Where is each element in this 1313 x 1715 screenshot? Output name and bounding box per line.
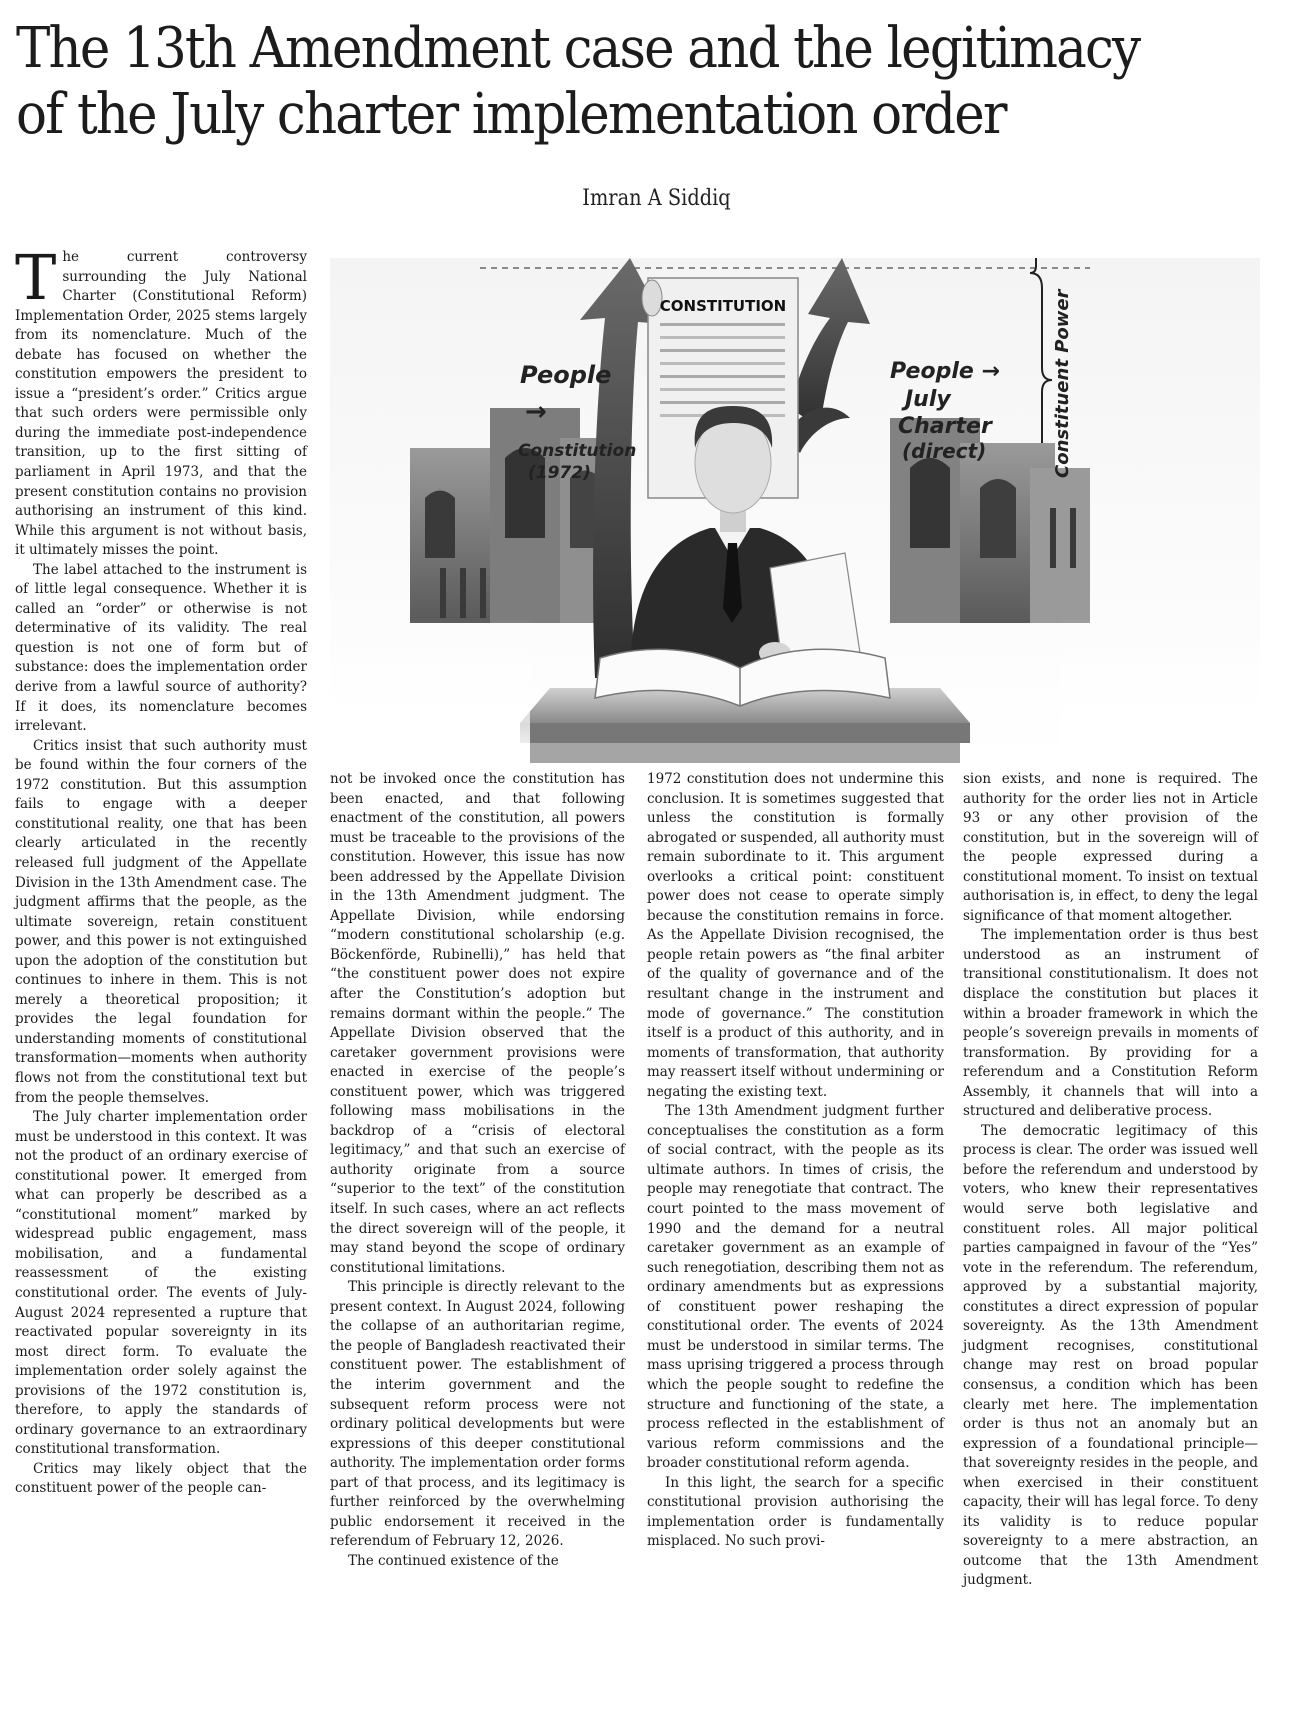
article-column-3	[647, 770, 944, 1552]
label-1972: (1972)	[528, 463, 591, 483]
label-july: July	[905, 387, 951, 412]
byline: Imran A Siddiq	[582, 186, 731, 211]
paragraph: In this light, the search for a specific constitutional provision authorising the implementation order is fundamentally misplaced. No such provi-	[647, 1474, 944, 1550]
paragraph: The label attached to the instrument is of little legal consequence. Whether it is called an “order” or otherwise is not determinative of its validity. The real question is not one of form but of substance: does the implementation order derive from a lawful source of authority? If it does, its nomenclature becomes irrelevant.	[15, 561, 307, 735]
paragraph: sion exists, and none is required. The authority for the order lies not in Article 93 or any other provision of the constitution, but in the sovereign will of the people expressed during a constitutional moment. To insist on textual authorisation is, in effect, to deny the legal significance of that moment altogether.	[963, 771, 1258, 924]
article-column-4	[963, 770, 1258, 1591]
scroll-title: CONSTITUTION	[659, 297, 787, 315]
label-constituent-power: Constituent Power	[1052, 289, 1073, 478]
article-column-1	[15, 241, 307, 1499]
paragraph: This principle is directly relevant to the present context. In August 2024, following the collapse of an authoritarian regime, the people of Bangladesh reactivated their constituent power. The establishment of the interim government and the subsequent reform process were not ordinary political developments but were expressions of this deeper constitutional authority. The implementation order forms part of that process, and its legitimacy is further reinforced by the overwhelming public endorsement it received in the referendum of February 12, 2026.	[330, 1279, 625, 1550]
paragraph: The implementation order is thus best understood as an instrument of transitional constitutionalism. It does not displace the constitution but places it within a broader framework in which the people’s sovereign prevails in moments of transformation. By providing for a referendum and a Constitution Reform Assembly, it channels that will into a structured and deliberative process.	[963, 927, 1258, 1120]
fade-overlay	[1060, 618, 1260, 763]
paragraph: not be invoked once the constitution has been enacted, and that following enactment of the constitution, all powers must be traceable to the provisions of the constitution. However, this issue has now been addressed by the Appellate Division in the 13th Amendment judgment. The Appellate Division, while endorsing “modern constitutional scholarship (e.g. Böckenförde, Rubinelli),” has held that “the constituent power does not expire after the Constitution’s adoption but remains dormant within the people.” The Appellate Division observed that the caretaker government provisions were enacted in exercise of the people’s constituent power, which was triggered following mass mobilisations in the backdrop of a “crisis of electoral legitimacy,” and that such an exercise of authority originate from a source “superior to the text” of the constitution itself. In such cases, where an act reflects the direct sovereign will of the people, it may stand beyond the scope of ordinary constitutional limitations.	[330, 771, 625, 1276]
label-charter: Charter	[898, 414, 992, 439]
headline-line-2: of the July charter implementation order	[16, 82, 1006, 147]
illustration	[330, 258, 1260, 763]
paragraph: The democratic legitimacy of this process is clear. The order was issued well before the referendum and understood by voters, who knew their representatives would serve both legislative and constituent roles. All major political parties campaigned in favour of the “Yes” vote in the referendum. The referendum, approved by a substantial majority, constitutes a direct expression of popular sovereignty. As the 13th Amendment judgment recognises, constitutional change may rest on broad popular consensus, a condition which has been clearly met here. The implementation order is thus not an anomaly but an expression of a foundational principle—that sovereignty resides in the people, and when exercised in their constituent capacity, their will has legal force. To deny its validity is to reduce popular sovereignty to a mere abstraction, an outcome that the 13th Amendment judgment.	[963, 1122, 1258, 1589]
label-direct: (direct)	[902, 439, 987, 463]
label-people-left: People	[520, 361, 612, 389]
paragraph: 1972 constitution does not undermine this conclusion. It is sometimes suggested that unless the constitution is formally abrogated or suspended, all authority must remain subordinate to it. This argument overlooks a critical point: constituent power does not cease to operate simply because the constitution remains in force. As the Appellate Division recognised, the people retain powers as “the final arbiter of the quality of governance and of the resultant change in the instrument and mode of governance.” The constitution itself is a product of this authority, and in moments of transformation, that authority may reassert itself without undermining or negating the existing text.	[647, 771, 944, 1100]
headline	[16, 16, 1198, 148]
drop-cap: T	[15, 241, 57, 314]
label-people-right: People →	[890, 359, 1000, 384]
article-column-2	[330, 770, 625, 1571]
paragraph: Critics may likely object that the constituent power of the people can-	[15, 1460, 307, 1497]
label-constitution: Constitution	[518, 441, 637, 461]
paragraph: The current controversy surrounding the July National Charter (Constitutional Reform) Implementation Order, 2025 stems largely from its nomenclature. Much of the debate has focused on whether the constitution empowers the president to issue a “president’s order.” Critics argue that such orders were permissible only during the immediate post-independence transition, up to the first sitting of parliament in April 1973, and that the present constitution contains no provision authorising an instrument of this kind. While this argument is not without basis, it ultimately misses the point.	[15, 241, 307, 559]
arrow-right-icon: →	[525, 397, 547, 427]
paragraph: Critics insist that such authority must be found within the four corners of the 1972 constitution. But this assumption fails to engage with a deeper constitutional reality, one that has been clearly articulated in the recently released full judgment of the Appellate Division in the 13th Amendment case. The judgment affirms that the people, as the ultimate sovereign, retain constituent power, and this power is not extinguished upon the adoption of the constitution but continues to inhere in them. This is not merely a theoretical proposition; it provides the legal foundation for understanding moments of constitutional transformation—moments when authority flows not from the constitutional text but from the people themselves.	[15, 737, 307, 1106]
paragraph: The July charter implementation order must be understood in this context. It was not the product of an ordinary exercise of constitutional power. It emerged from what can properly be described as a “constitutional moment” marked by widespread public engagement, mass mobilisation, and a fundamental reassessment of the existing constitutional order. The events of July-August 2024 represented a rupture that reactivated popular sovereignty in its most direct form. To evaluate the implementation order solely against the provisions of the 1972 constitution is, therefore, to apply the standards of ordinary governance to an extraordinary constitutional transformation.	[15, 1109, 307, 1458]
paragraph: The 13th Amendment judgment further conceptualises the constitution as a form of social contract, with the people as its ultimate authors. In times of crisis, the people may renegotiate that contract. The court pointed to the mass movement of 1990 and the demand for a neutral caretaker government as an example of such renegotiation, describing them not as ordinary amendments but as expressions of constituent power reshaping the constitutional order. The events of 2024 must be understood in similar terms. The mass uprising triggered a process through which the people sought to redefine the structure and functioning of the state, a process reflected in the establishment of various reform commissions and the broader constitutional reform agenda.	[647, 1103, 944, 1472]
headline-line-1: The 13th Amendment case and the legitimacy	[16, 16, 1140, 81]
paragraph: The continued existence of the	[348, 1552, 559, 1569]
fade-overlay	[330, 618, 530, 763]
